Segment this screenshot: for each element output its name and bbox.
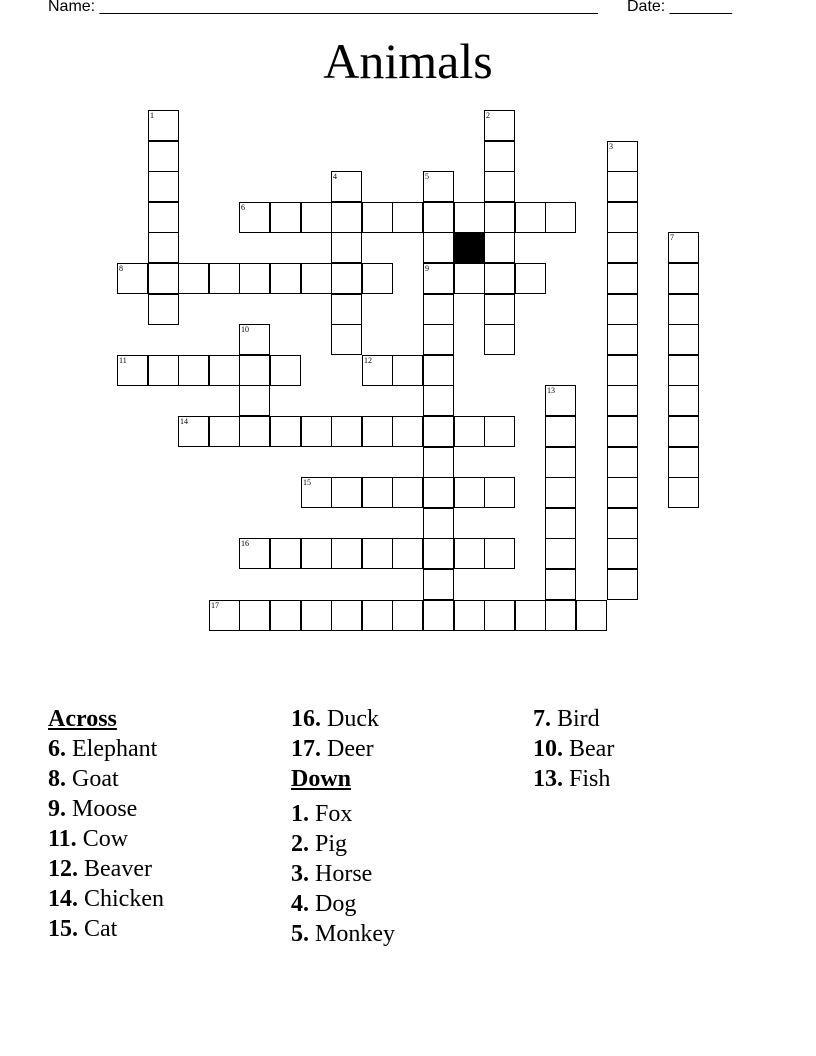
clue-across-8 <box>48 764 164 794</box>
crossword-cell[interactable] <box>607 202 638 233</box>
crossword-cell[interactable] <box>484 232 515 263</box>
crossword-cell[interactable] <box>484 294 515 325</box>
clue-number: 17. <box>291 736 321 762</box>
crossword-cell[interactable] <box>423 263 454 294</box>
crossword-cell[interactable] <box>607 569 638 600</box>
crossword-cell[interactable] <box>148 263 179 294</box>
clue-text: Cat <box>84 916 118 942</box>
crossword-cell[interactable] <box>423 447 454 478</box>
crossword-cell[interactable] <box>484 477 515 508</box>
crossword-cell[interactable] <box>239 324 270 355</box>
clue-number-label: 4 <box>333 172 337 181</box>
clue-across-16 <box>291 704 395 734</box>
clue-across-11 <box>48 824 164 854</box>
crossword-cell[interactable] <box>545 385 576 416</box>
clue-number-label: 10 <box>241 325 249 334</box>
clue-down-5 <box>291 919 395 949</box>
clue-across-12 <box>48 854 164 884</box>
clue-text: Dog <box>315 891 357 917</box>
crossword-cell[interactable] <box>607 171 638 202</box>
across-heading: Across <box>48 706 117 732</box>
crossword-cell[interactable] <box>545 600 576 631</box>
crossword-cell[interactable] <box>423 538 454 569</box>
crossword-cell[interactable] <box>423 294 454 325</box>
crossword-cell[interactable] <box>423 508 454 539</box>
crossword-cell[interactable] <box>607 232 638 263</box>
crossword-cell[interactable] <box>392 538 423 569</box>
crossword-cell[interactable] <box>576 600 607 631</box>
crossword-cell[interactable] <box>301 477 332 508</box>
crossword-cell[interactable] <box>392 600 423 631</box>
crossword-cell[interactable] <box>454 202 485 233</box>
crossword-cell[interactable] <box>545 202 576 233</box>
clue-number-label: 12 <box>364 356 372 365</box>
crossword-cell[interactable] <box>668 355 699 386</box>
clue-number: 12. <box>48 856 78 882</box>
crossword-cell[interactable] <box>392 416 423 447</box>
clue-number: 6. <box>48 736 66 762</box>
clue-down-2 <box>291 829 395 859</box>
crossword-cell[interactable] <box>607 508 638 539</box>
crossword-cell[interactable] <box>270 202 301 233</box>
crossword-cell[interactable] <box>454 600 485 631</box>
clue-number-label: 6 <box>241 203 245 212</box>
puzzle-title: Animals <box>323 33 493 89</box>
crossword-cell[interactable] <box>209 263 240 294</box>
crossword-cell[interactable] <box>331 538 362 569</box>
clue-number-label: 1 <box>150 111 154 120</box>
crossword-cell[interactable] <box>239 538 270 569</box>
clue-number-label: 17 <box>211 601 219 610</box>
clue-across-14 <box>48 884 164 914</box>
crossword-cell[interactable] <box>301 263 332 294</box>
crossword-cell[interactable] <box>239 600 270 631</box>
crossword-cell[interactable] <box>545 416 576 447</box>
clue-number-label: 8 <box>119 264 123 273</box>
crossword-cell[interactable] <box>301 202 332 233</box>
crossword-cell[interactable] <box>209 355 240 386</box>
clue-text: Pig <box>315 831 348 857</box>
clue-column-2 <box>291 704 395 949</box>
crossword-cell[interactable] <box>545 538 576 569</box>
clue-text: Monkey <box>315 921 395 947</box>
crossword-cell[interactable] <box>239 416 270 447</box>
crossword-cell[interactable] <box>484 600 515 631</box>
clue-column-3 <box>533 704 614 794</box>
clue-across-17 <box>291 734 395 764</box>
black-cell <box>454 232 485 263</box>
clue-number: 1. <box>291 801 309 827</box>
crossword-cell[interactable] <box>362 202 393 233</box>
crossword-cell[interactable] <box>148 141 179 172</box>
crossword-cell[interactable] <box>484 110 515 141</box>
crossword-cell[interactable] <box>423 600 454 631</box>
crossword-cell[interactable] <box>515 202 546 233</box>
crossword-cell[interactable] <box>423 385 454 416</box>
crossword-cell[interactable] <box>515 263 546 294</box>
crossword-cell[interactable] <box>668 294 699 325</box>
clue-number-label: 14 <box>180 417 188 426</box>
crossword-cell[interactable] <box>484 141 515 172</box>
crossword-cell[interactable] <box>607 355 638 386</box>
clue-number-label: 2 <box>486 111 490 120</box>
crossword-cell[interactable] <box>362 600 393 631</box>
clue-down-3 <box>291 859 395 889</box>
date-line: _______ <box>669 0 732 15</box>
clue-number: 11. <box>48 826 77 852</box>
crossword-cell[interactable] <box>362 355 393 386</box>
clue-text: Beaver <box>84 856 152 882</box>
clue-number-label: 13 <box>547 386 555 395</box>
clue-text: Chicken <box>84 886 164 912</box>
crossword-cell[interactable] <box>607 477 638 508</box>
crossword-cell[interactable] <box>362 263 393 294</box>
crossword-cell[interactable] <box>484 263 515 294</box>
crossword-cell[interactable] <box>668 385 699 416</box>
crossword-cell[interactable] <box>545 447 576 478</box>
clue-number: 15. <box>48 916 78 942</box>
crossword-cell[interactable] <box>607 294 638 325</box>
crossword-cell[interactable] <box>668 477 699 508</box>
crossword-cell[interactable] <box>331 171 362 202</box>
clue-text: Moose <box>72 796 138 822</box>
clue-number: 14. <box>48 886 78 912</box>
crossword-cell[interactable] <box>515 600 546 631</box>
crossword-cell[interactable] <box>454 263 485 294</box>
crossword-cell[interactable] <box>178 355 209 386</box>
crossword-cell[interactable] <box>301 538 332 569</box>
crossword-cell[interactable] <box>117 263 148 294</box>
clue-number: 9. <box>48 796 66 822</box>
crossword-cell[interactable] <box>270 263 301 294</box>
clue-number: 16. <box>291 706 321 732</box>
clue-text: Fish <box>569 766 611 792</box>
clue-text: Bird <box>557 706 600 732</box>
crossword-cell[interactable] <box>148 110 179 141</box>
crossword-cell[interactable] <box>668 232 699 263</box>
crossword-cell[interactable] <box>423 171 454 202</box>
crossword-cell[interactable] <box>270 416 301 447</box>
clue-text: Duck <box>327 706 379 732</box>
crossword-cell[interactable] <box>148 202 179 233</box>
crossword-cell[interactable] <box>178 416 209 447</box>
clue-text: Horse <box>315 861 373 887</box>
crossword-cell[interactable] <box>607 416 638 447</box>
crossword-cell[interactable] <box>484 538 515 569</box>
crossword-cell[interactable] <box>270 600 301 631</box>
crossword-cell[interactable] <box>209 600 240 631</box>
crossword-cell[interactable] <box>331 324 362 355</box>
crossword-cell[interactable] <box>454 416 485 447</box>
crossword-cell[interactable] <box>331 294 362 325</box>
crossword-cell[interactable] <box>148 355 179 386</box>
clue-text: Deer <box>327 736 374 762</box>
clue-number-label: 5 <box>425 172 429 181</box>
crossword-cell[interactable] <box>484 416 515 447</box>
crossword-cell[interactable] <box>270 538 301 569</box>
crossword-cell[interactable] <box>239 263 270 294</box>
crossword-cell[interactable] <box>607 324 638 355</box>
crossword-cell[interactable] <box>148 171 179 202</box>
clue-number: 13. <box>533 766 563 792</box>
crossword-cell[interactable] <box>423 202 454 233</box>
clue-down-13 <box>533 764 614 794</box>
clue-number: 4. <box>291 891 309 917</box>
clue-number: 3. <box>291 861 309 887</box>
clue-down-7 <box>533 704 614 734</box>
crossword-cell[interactable] <box>331 263 362 294</box>
crossword-cell[interactable] <box>392 477 423 508</box>
crossword-cell[interactable] <box>423 416 454 447</box>
crossword-cell[interactable] <box>362 538 393 569</box>
crossword-cell[interactable] <box>545 508 576 539</box>
crossword-cell[interactable] <box>117 355 148 386</box>
crossword-cell[interactable] <box>209 416 240 447</box>
crossword-cell[interactable] <box>301 416 332 447</box>
crossword-cell[interactable] <box>331 600 362 631</box>
crossword-cell[interactable] <box>423 355 454 386</box>
crossword-cell[interactable] <box>668 447 699 478</box>
crossword-cell[interactable] <box>545 569 576 600</box>
crossword-cell[interactable] <box>484 324 515 355</box>
crossword-cell[interactable] <box>607 447 638 478</box>
date-label: Date: <box>627 0 666 15</box>
crossword-cell[interactable] <box>331 202 362 233</box>
crossword-cell[interactable] <box>331 232 362 263</box>
crossword-cell[interactable] <box>423 232 454 263</box>
crossword-cell[interactable] <box>148 294 179 325</box>
clue-text: Cow <box>82 826 129 852</box>
crossword-cell[interactable] <box>301 600 332 631</box>
crossword-cell[interactable] <box>484 202 515 233</box>
crossword-cell[interactable] <box>607 263 638 294</box>
crossword-cell[interactable] <box>148 232 179 263</box>
crossword-cell[interactable] <box>239 202 270 233</box>
clue-down-4 <box>291 889 395 919</box>
clue-number: 7. <box>533 706 551 732</box>
clue-number-label: 11 <box>119 356 127 365</box>
clue-number-label: 3 <box>609 142 613 151</box>
crossword-cell[interactable] <box>607 141 638 172</box>
clue-text: Elephant <box>72 736 158 762</box>
clue-text: Goat <box>72 766 119 792</box>
clue-text: Fox <box>315 801 353 827</box>
crossword-cell[interactable] <box>331 416 362 447</box>
clue-number: 5. <box>291 921 309 947</box>
crossword-cell[interactable] <box>545 477 576 508</box>
clue-down-10 <box>533 734 614 764</box>
clue-number-label: 9 <box>425 264 429 273</box>
crossword-cell[interactable] <box>607 385 638 416</box>
name-line: ________________________________________________________ <box>99 0 598 15</box>
clue-text: Bear <box>569 736 615 762</box>
clue-number-label: 15 <box>303 478 311 487</box>
crossword-cell[interactable] <box>331 477 362 508</box>
down-heading: Down <box>291 766 352 792</box>
crossword-cell[interactable] <box>454 477 485 508</box>
crossword-cell[interactable] <box>239 355 270 386</box>
clue-number-label: 16 <box>241 539 249 548</box>
name-label: Name: <box>48 0 96 15</box>
crossword-cell[interactable] <box>668 263 699 294</box>
clue-number-label: 7 <box>670 233 674 242</box>
crossword-cell[interactable] <box>392 202 423 233</box>
clue-number: 2. <box>291 831 309 857</box>
crossword-cell[interactable] <box>454 538 485 569</box>
crossword-cell[interactable] <box>423 477 454 508</box>
clue-column-1 <box>48 704 164 944</box>
crossword-cell[interactable] <box>484 171 515 202</box>
clue-across-15 <box>48 914 164 944</box>
crossword-cell[interactable] <box>607 538 638 569</box>
clue-number: 10. <box>533 736 563 762</box>
clue-across-9 <box>48 794 164 824</box>
clue-down-1 <box>291 799 395 829</box>
crossword-cell[interactable] <box>362 416 393 447</box>
crossword-cell[interactable] <box>423 569 454 600</box>
crossword-cell[interactable] <box>270 355 301 386</box>
crossword-cell[interactable] <box>668 416 699 447</box>
crossword-cell[interactable] <box>239 385 270 416</box>
clue-number: 8. <box>48 766 66 792</box>
crossword-cell[interactable] <box>362 477 393 508</box>
crossword-cell[interactable] <box>668 324 699 355</box>
clue-across-6 <box>48 734 164 764</box>
crossword-cell[interactable] <box>178 263 209 294</box>
crossword-cell[interactable] <box>392 355 423 386</box>
crossword-cell[interactable] <box>423 324 454 355</box>
